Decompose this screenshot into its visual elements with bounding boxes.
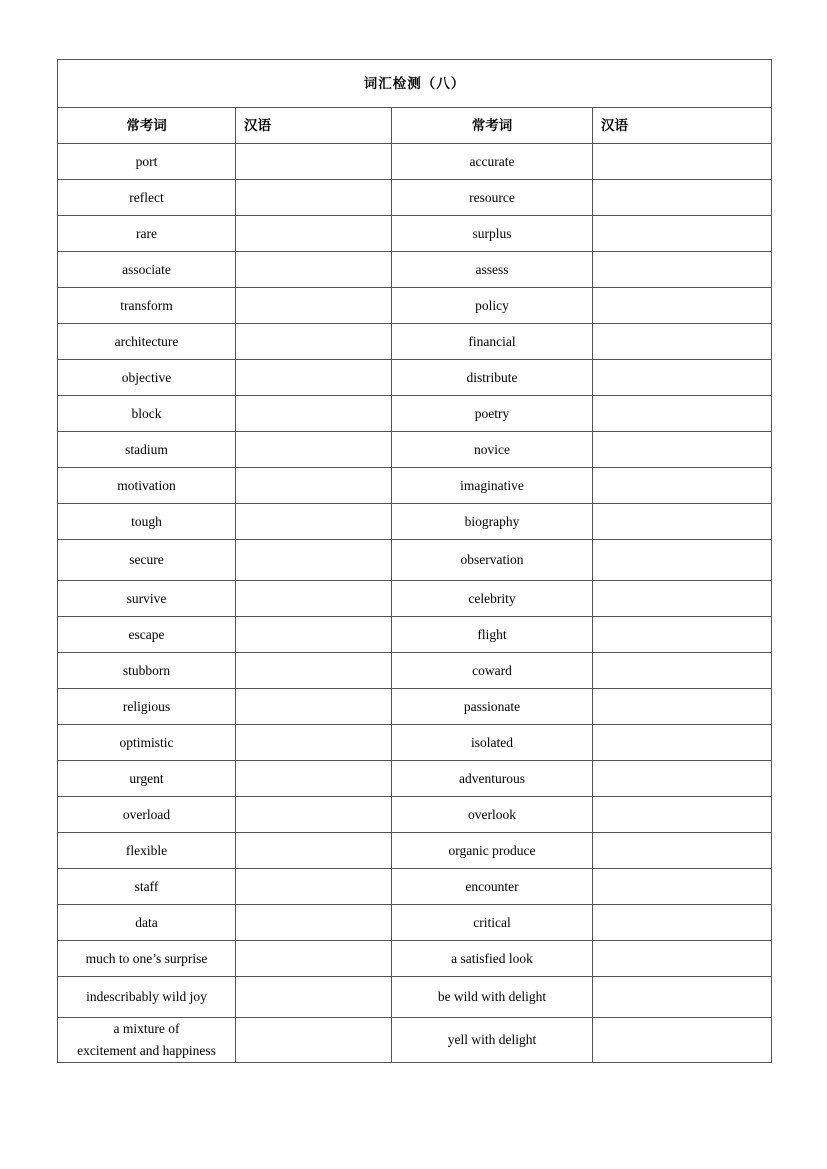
table-row [58, 504, 772, 540]
left-word: architecture [58, 324, 236, 360]
header-right-chinese: 汉语 [593, 108, 772, 144]
table-row [58, 689, 772, 725]
right-word: policy [392, 288, 593, 324]
table-row [58, 180, 772, 216]
right-answer-cell[interactable] [593, 432, 772, 468]
table-row [58, 324, 772, 360]
left-answer-cell[interactable] [236, 540, 392, 581]
left-word [58, 1018, 236, 1063]
left-answer-cell[interactable] [236, 761, 392, 797]
header-left-chinese: 汉语 [236, 108, 392, 144]
right-word: distribute [392, 360, 593, 396]
left-answer-cell[interactable] [236, 977, 392, 1018]
left-answer-cell[interactable] [236, 144, 392, 180]
right-answer-cell[interactable] [593, 144, 772, 180]
left-answer-cell[interactable] [236, 504, 392, 540]
left-word-line-1: a mixture of [113, 1021, 180, 1036]
left-answer-cell[interactable] [236, 869, 392, 905]
left-word: indescribably wild joy [58, 977, 236, 1018]
right-answer-cell[interactable] [593, 288, 772, 324]
page-title: 词汇检测（八） [58, 60, 772, 108]
left-answer-cell[interactable] [236, 581, 392, 617]
table-row [58, 905, 772, 941]
vocabulary-table [57, 59, 772, 1063]
table-row [58, 396, 772, 432]
right-answer-cell[interactable] [593, 396, 772, 432]
right-answer-cell[interactable] [593, 977, 772, 1018]
table-row [58, 761, 772, 797]
left-answer-cell[interactable] [236, 617, 392, 653]
left-answer-cell[interactable] [236, 180, 392, 216]
right-word: assess [392, 252, 593, 288]
left-answer-cell[interactable] [236, 797, 392, 833]
table-row [58, 617, 772, 653]
right-word: biography [392, 504, 593, 540]
left-word: port [58, 144, 236, 180]
left-answer-cell[interactable] [236, 252, 392, 288]
right-answer-cell[interactable] [593, 504, 772, 540]
table-row [58, 468, 772, 504]
right-word: yell with delight [392, 1018, 593, 1063]
right-answer-cell[interactable] [593, 540, 772, 581]
left-answer-cell[interactable] [236, 725, 392, 761]
right-word: imaginative [392, 468, 593, 504]
right-answer-cell[interactable] [593, 581, 772, 617]
right-answer-cell[interactable] [593, 725, 772, 761]
left-word: stadium [58, 432, 236, 468]
table-row [58, 797, 772, 833]
left-answer-cell[interactable] [236, 833, 392, 869]
right-word: surplus [392, 216, 593, 252]
right-answer-cell[interactable] [593, 617, 772, 653]
right-word: accurate [392, 144, 593, 180]
left-word: block [58, 396, 236, 432]
table-row [58, 581, 772, 617]
left-answer-cell[interactable] [236, 941, 392, 977]
right-word: resource [392, 180, 593, 216]
left-answer-cell[interactable] [236, 216, 392, 252]
left-word: escape [58, 617, 236, 653]
left-word: staff [58, 869, 236, 905]
right-answer-cell[interactable] [593, 689, 772, 725]
table-row [58, 941, 772, 977]
right-word: overlook [392, 797, 593, 833]
right-answer-cell[interactable] [593, 905, 772, 941]
right-answer-cell[interactable] [593, 252, 772, 288]
left-word-line-2: excitement and happiness [77, 1043, 216, 1058]
left-answer-cell[interactable] [236, 689, 392, 725]
table-row [58, 252, 772, 288]
table-row [58, 216, 772, 252]
right-answer-cell[interactable] [593, 653, 772, 689]
right-answer-cell[interactable] [593, 360, 772, 396]
right-answer-cell[interactable] [593, 216, 772, 252]
left-answer-cell[interactable] [236, 324, 392, 360]
right-word: flight [392, 617, 593, 653]
right-answer-cell[interactable] [593, 941, 772, 977]
right-answer-cell[interactable] [593, 869, 772, 905]
left-answer-cell[interactable] [236, 653, 392, 689]
left-word: tough [58, 504, 236, 540]
right-answer-cell[interactable] [593, 761, 772, 797]
right-word: novice [392, 432, 593, 468]
left-word: optimistic [58, 725, 236, 761]
left-word: rare [58, 216, 236, 252]
right-word: poetry [392, 396, 593, 432]
header-right-word: 常考词 [392, 108, 593, 144]
right-word: celebrity [392, 581, 593, 617]
right-answer-cell[interactable] [593, 833, 772, 869]
right-answer-cell[interactable] [593, 324, 772, 360]
right-word: passionate [392, 689, 593, 725]
left-word: stubborn [58, 653, 236, 689]
table-row [58, 432, 772, 468]
right-answer-cell[interactable] [593, 468, 772, 504]
left-word: secure [58, 540, 236, 581]
table-row [58, 869, 772, 905]
left-word: reflect [58, 180, 236, 216]
left-answer-cell[interactable] [236, 1018, 392, 1063]
left-answer-cell[interactable] [236, 360, 392, 396]
right-word: a satisfied look [392, 941, 593, 977]
right-word: organic produce [392, 833, 593, 869]
left-answer-cell[interactable] [236, 905, 392, 941]
right-word: financial [392, 324, 593, 360]
table-row [58, 288, 772, 324]
left-word: associate [58, 252, 236, 288]
right-word: observation [392, 540, 593, 581]
left-word: data [58, 905, 236, 941]
left-word: overload [58, 797, 236, 833]
header-left-word: 常考词 [58, 108, 236, 144]
right-answer-cell[interactable] [593, 180, 772, 216]
table-row [58, 540, 772, 581]
left-word: motivation [58, 468, 236, 504]
left-word: urgent [58, 761, 236, 797]
table-row [58, 833, 772, 869]
right-word: critical [392, 905, 593, 941]
left-word: survive [58, 581, 236, 617]
right-answer-cell[interactable] [593, 797, 772, 833]
right-word: encounter [392, 869, 593, 905]
left-word: religious [58, 689, 236, 725]
table-row [58, 1018, 772, 1063]
right-word: isolated [392, 725, 593, 761]
table-row [58, 725, 772, 761]
table-row [58, 144, 772, 180]
table-row [58, 653, 772, 689]
left-word: objective [58, 360, 236, 396]
right-word: be wild with delight [392, 977, 593, 1018]
left-answer-cell[interactable] [236, 432, 392, 468]
table-row [58, 360, 772, 396]
right-word: coward [392, 653, 593, 689]
left-word: much to one’s surprise [58, 941, 236, 977]
left-answer-cell[interactable] [236, 288, 392, 324]
left-word: flexible [58, 833, 236, 869]
right-word: adventurous [392, 761, 593, 797]
left-word: transform [58, 288, 236, 324]
left-answer-cell[interactable] [236, 396, 392, 432]
table-row [58, 977, 772, 1018]
right-answer-cell[interactable] [593, 1018, 772, 1063]
left-answer-cell[interactable] [236, 468, 392, 504]
